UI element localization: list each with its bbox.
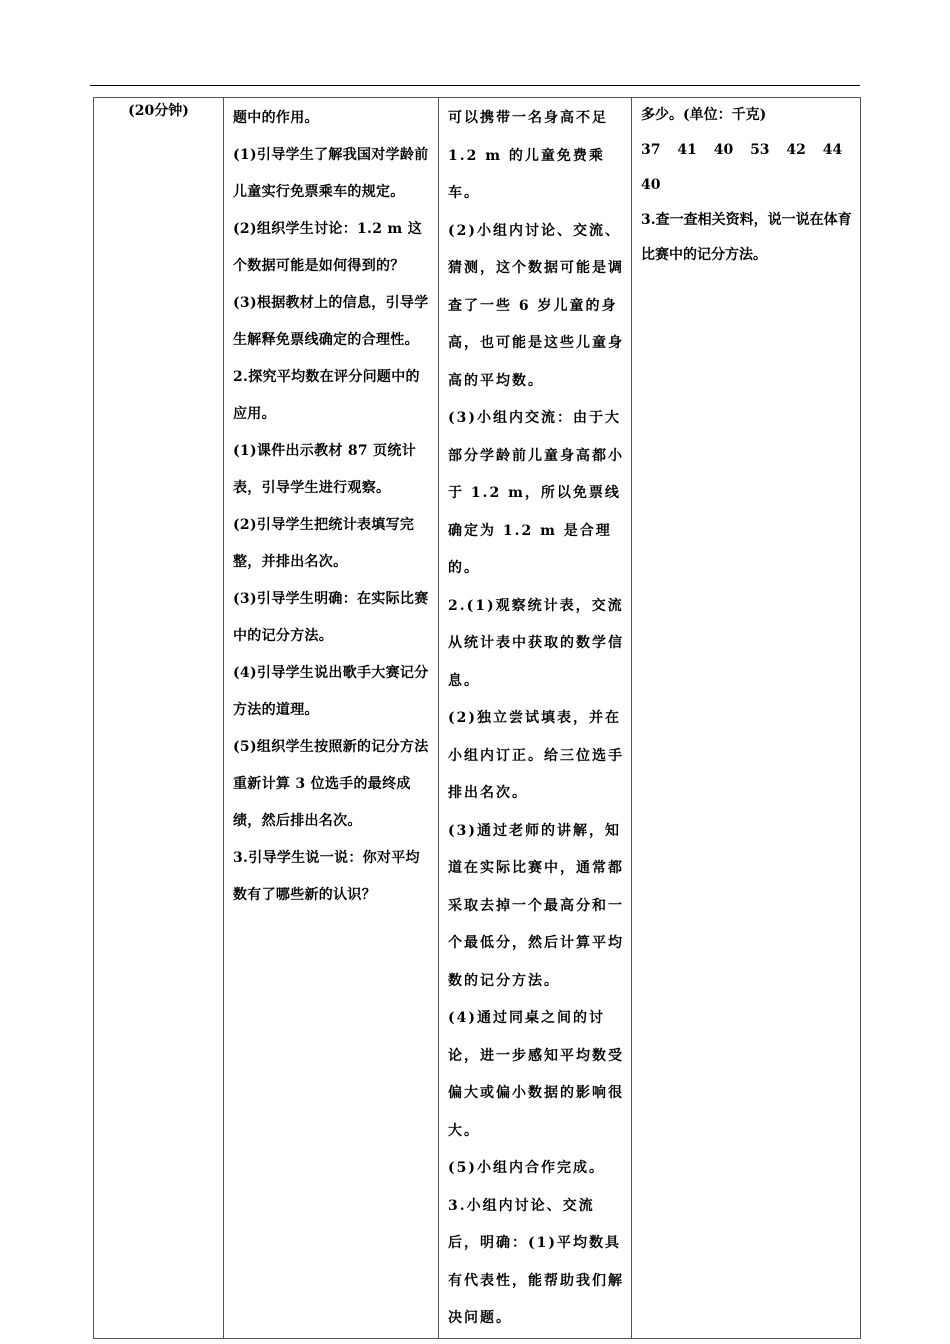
teacher-activity-cell [224, 98, 439, 1339]
exercise-task: 3.查一查相关资料，说一说在体育比赛中的记分方法。 [641, 212, 852, 263]
teacher-step: 2.探究平均数在评分问题中的应用。 [233, 369, 420, 422]
teacher-step: (5)组织学生按照新的记分方法重新计算 3 位选手的最终成绩，然后排出名次。 [233, 739, 429, 829]
teacher-step: 题中的作用。 [233, 110, 319, 126]
student-step: 2.(1)观察统计表，交流从统计表中获取的数学信息。 [448, 597, 624, 689]
student-step: (2)独立尝试填表，并在小组内订正。给三位选手排出名次。 [448, 710, 624, 801]
teacher-step: (2)引导学生把统计表填写完整，并排出名次。 [233, 517, 415, 570]
exercise-unit-line: 多少。(单位：千克) [641, 107, 767, 123]
exercise-cell [632, 98, 861, 1339]
student-step: 可以携带一名身高不足 1.2 m 的儿童免费乘车。 [448, 110, 608, 201]
student-activity-list [439, 98, 631, 1338]
student-step: (3)小组内交流：由于大部分学龄前儿童身高都小于 1.2 m，所以免票线确定为 1.2 m 是合理的。 [448, 410, 624, 576]
teacher-step: (3)引导学生明确：在实际比赛中的记分方法。 [233, 591, 429, 644]
student-step: (4)通过同桌之间的讨论，进一步感知平均数受偏大或偏小数据的影响很大。 [448, 1010, 624, 1139]
time-cell [94, 98, 224, 1339]
table-row [94, 98, 861, 1339]
student-step: 3.小组内讨论、交流后，明确：(1)平均数具有代表性，能帮助我们解决问题。 [448, 1197, 624, 1326]
time-label: (20分钟) [128, 103, 189, 119]
student-step: (2)小组内讨论、交流、猜测，这个数据可能是调查了一些 6 岁儿童的身高，也可能是这些儿童身高的平均数。 [448, 222, 624, 389]
teacher-step: (1)引导学生了解我国对学龄前儿童实行免票乘车的规定。 [233, 147, 429, 200]
teacher-step: (2)组织学生讨论：1.2 m 这个数据可能是如何得到的？ [233, 221, 423, 274]
teacher-step: (3)根据教材上的信息，引导学生解释免票线确定的合理性。 [233, 295, 429, 348]
teacher-activity-list [224, 98, 438, 914]
teacher-step: 3.引导学生说一说：你对平均数有了哪些新的认识？ [233, 850, 420, 903]
exercise-number-list: 37 41 40 53 42 44 40 [641, 142, 843, 193]
lesson-plan-table [93, 97, 861, 1339]
exercise-content [632, 98, 860, 273]
teacher-step: (1)课件出示教材 87 页统计表，引导学生进行观察。 [233, 443, 417, 496]
student-activity-cell [439, 98, 632, 1339]
header-rule [90, 85, 860, 86]
student-step: (3)通过老师的讲解，知道在实际比赛中，通常都采取去掉一个最高分和一个最低分，然后计算平均数的记分方法。 [448, 822, 624, 989]
teacher-step: (4)引导学生说出歌手大赛记分方法的道理。 [233, 665, 429, 718]
student-step: (5)小组内合作完成。 [448, 1160, 605, 1176]
